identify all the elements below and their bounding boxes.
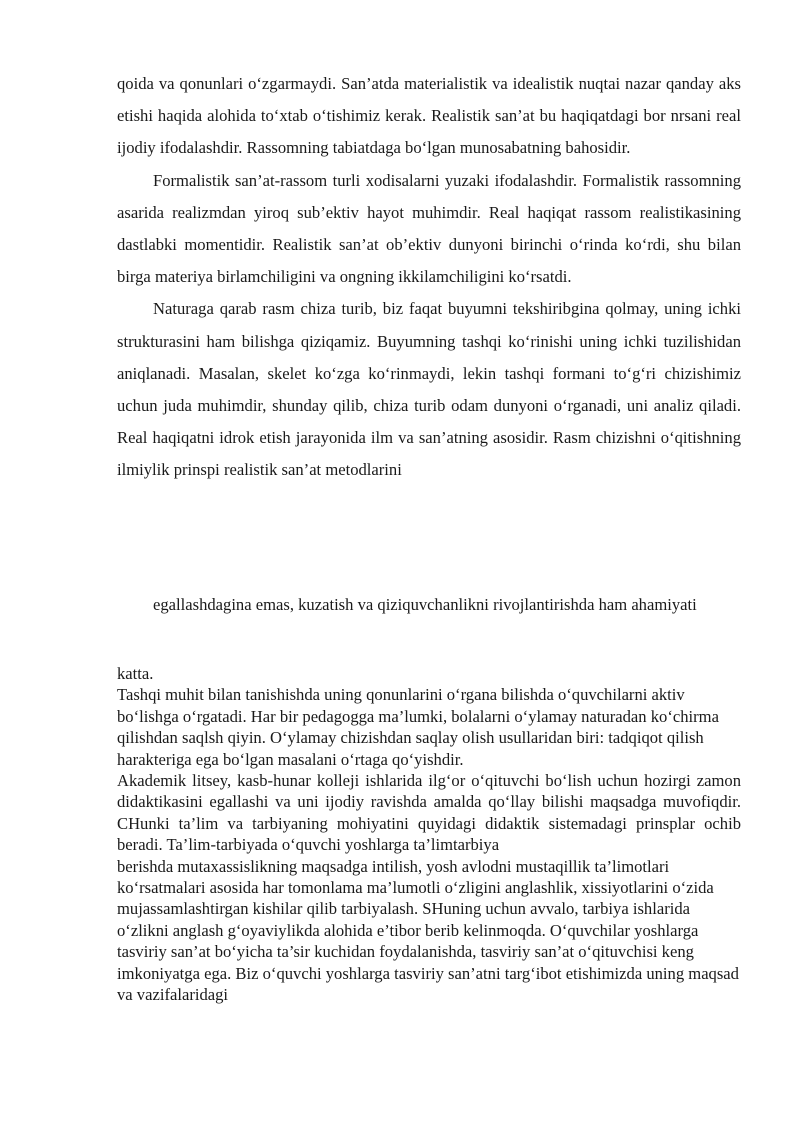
paragraph-4: egallashdagina emas, kuzatish va qiziquvchanlikni rivojlantirishda ham ahamiyati bbox=[153, 595, 697, 614]
spaced-text-block bbox=[117, 68, 741, 487]
paragraph-8: berishda mutaxassislikning maqsadga intilish, yosh avlodni mustaqillik ta’limotlari ko‘rsatmalari asosida har tomonlama ma’lumotli o‘zligini anglashlik, xissiyotlarini o‘zida mujassamlashtirgan kishilar qilib tarbiyalash. SHuning uchun avvalo, tarbiya ishlarida o‘zlikni anglash g‘oyaviylikda alohida e’tibor berib kelinmoqda. O‘quvchilar yoshlarga tasviriy san’at bo‘yicha ta’sir kuchidan foydalanishda, tasviriy san’at o‘qituvchisi keng imkoniyatga ega. Biz o‘quvchi yoshlarga tasviriy san’atni targ‘ibot etishimizda uning maqsad va vazifalaridagi bbox=[117, 856, 739, 1005]
tight-text-block bbox=[117, 663, 741, 1006]
paragraph-1: qoida va qonunlari o‘zgarmaydi. San’atda materialistik va idealistik nuqtai nazar qanday aks etishi haqida alohida to‘xtab o‘tishimiz kerak. Realistik san’at bu haqiqatdagi bor nrsani real ijodiy ifodalashdir. Rassomning tabiatdaga bo‘lgan munosabatning bahosidir. bbox=[117, 74, 741, 158]
paragraph-6: Tashqi muhit bilan tanishishda uning qonunlarini o‘rgana bilishda o‘quvchilarni aktiv bo‘lishga o‘rgatadi. Har bir pedagogga ma’lumki, bolalarni o‘ylamay naturadan ko‘chirma qilishdan saqlsh qiyin. O‘ylamay chizishdan saqlay olish usullaridan biri: tadqiqot qilish harakteriga ega bo‘lgan masalani o‘rtaga qo‘yishdir. bbox=[117, 685, 719, 769]
paragraph-3: Naturaga qarab rasm chiza turib, biz faqat buyumni tekshiribgina qolmay, uning ichki strukturasini ham bilishga qiziqamiz. Buyumning tashqi ko‘rinishi uning ichki tuzilishidan aniqlanadi. Masalan, skelet ko‘zga ko‘rinmaydi, lekin tashqi formani to‘g‘ri chizishimiz uchun juda muhimdir, shunday qilib, chiza turib odam dunyoni o‘rganadi, uni analiz qiladi. Real haqiqatni idrok etish jarayonida ilm va san’atning asosidir. Rasm chizishni o‘qitishning ilmiylik prinspi realistik san’at metodlarini bbox=[117, 299, 741, 480]
paragraph-2: Formalistik san’at-rassom turli xodisalarni yuzaki ifodalashdir. Formalistik rassomning asarida realizmdan yiroq sub’ektiv hayot muhimdir. Real haqiqat rassom realistikasining dastlabki momentidir. Realistik san’at ob’ektiv dunyoni birinchi o‘rinda ko‘rdi, shu bilan birga materiya birlamchiligini va ongning ikkilamchiligini ko‘rsatdi. bbox=[117, 170, 741, 287]
spaced-text-block-2 bbox=[117, 589, 741, 621]
paragraph-7: Akademik litsey, kasb-hunar kolleji ishlarida ilg‘or o‘qituvchi bo‘lish uchun hozirgi zamon didaktikasini egallashi va uni ijodiy ravishda amalda qo‘llay bilishi maqsadga muvofiqdir. CHunki ta’lim va tarbiyaning mohiyatini quyidagi didaktik sistemadagi prinsplar ochib beradi. Ta’lim-tarbiyada o‘quvchi yoshlarga ta’limtarbiya bbox=[117, 771, 741, 855]
paragraph-5: katta. bbox=[117, 664, 154, 683]
